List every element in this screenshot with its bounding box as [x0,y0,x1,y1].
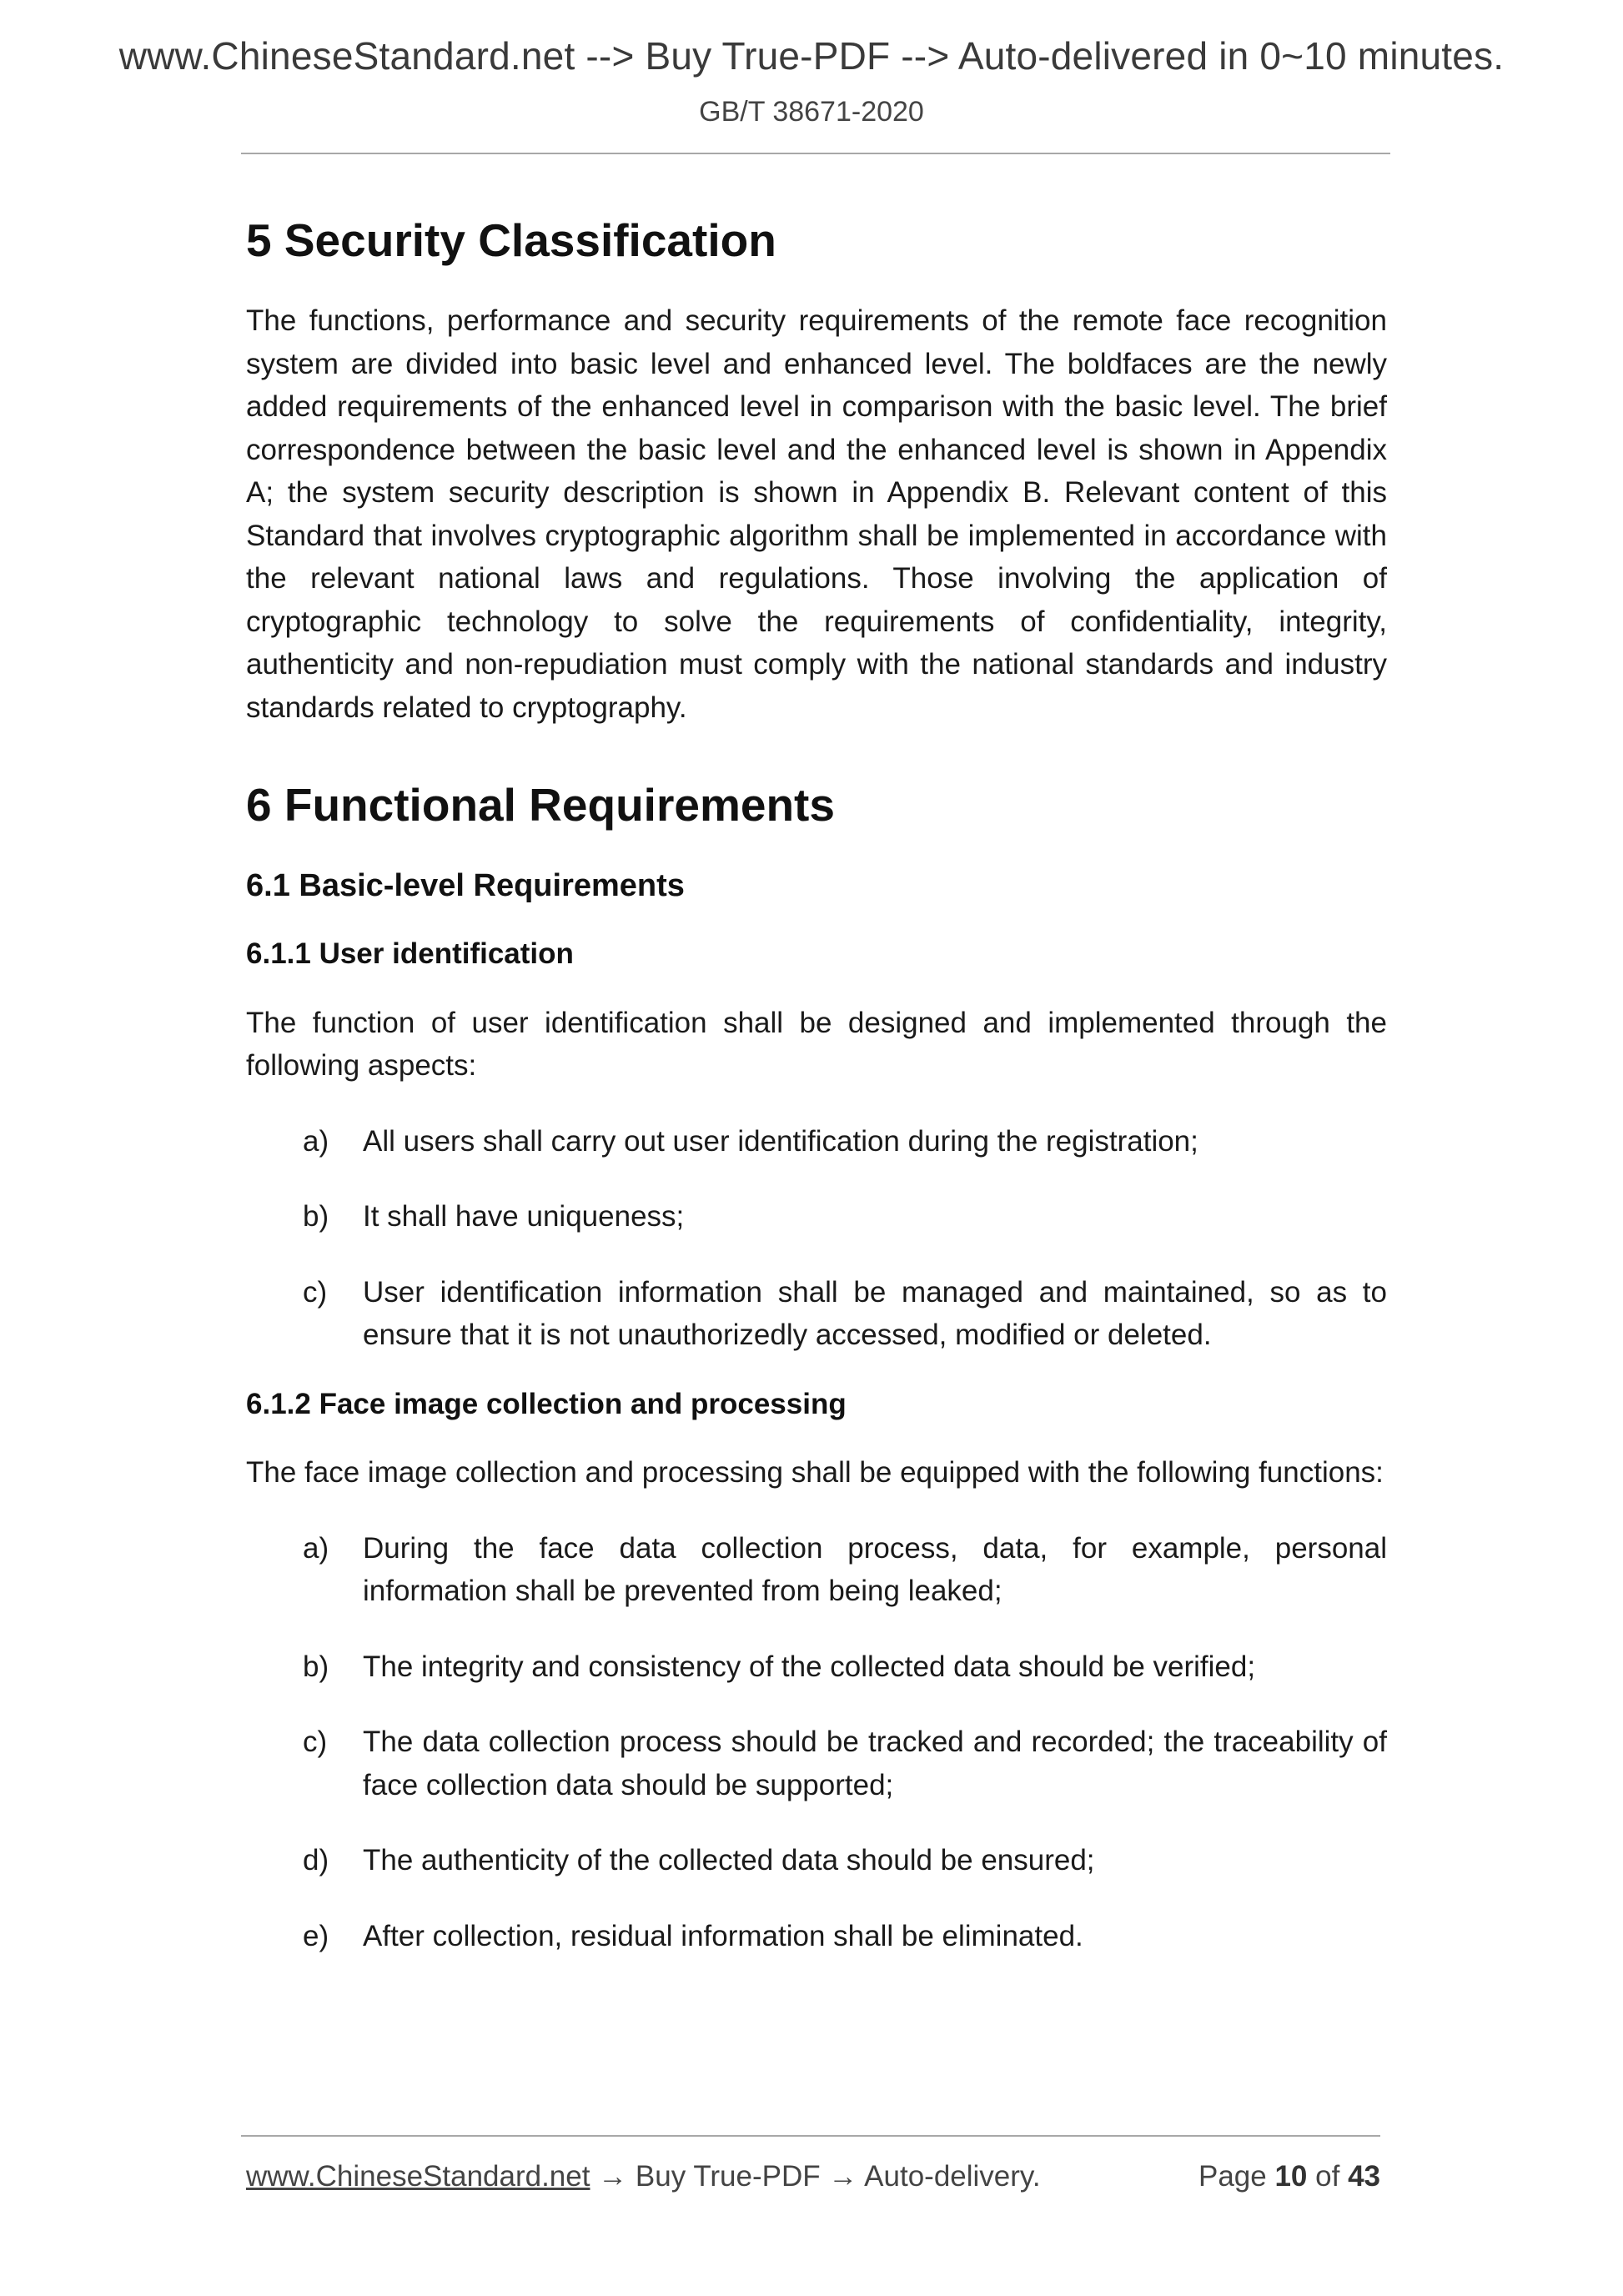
list-item-text: The authenticity of the collected data should be ensured; [363,1844,1095,1877]
page-footer [246,2160,1380,2193]
list-item [246,1195,1387,1238]
list-item [246,1915,1387,1958]
user-identification-list [246,1120,1387,1357]
list-item-text: The integrity and consistency of the collected data should be verified; [363,1650,1256,1683]
list-item [246,1527,1387,1613]
list-item-text: During the face data collection process, data, for example, personal information shall be prevented from being leaked; [363,1531,1387,1608]
list-item-text: User identification information shall be managed and maintained, so as to ensure that it is not unauthorizedly accessed, modified or deleted. [363,1275,1387,1352]
document-code: GB/T 38671-2020 [699,96,924,128]
page-word: Page [1198,2160,1267,2193]
section-5-heading: 5 Security Classification [246,214,776,266]
site-banner: www.ChineseStandard.net --> Buy True-PDF --> Auto-delivered in 0~10 minutes. [118,34,1505,78]
footer-text: → Buy True-PDF → Auto-delivery. [590,2160,1041,2193]
footer-source [246,2160,1041,2193]
list-item-text: It shall have uniqueness; [363,1200,685,1233]
list-marker: b) [303,1200,329,1233]
list-item [246,1645,1387,1689]
list-marker: c) [303,1726,328,1759]
header-divider [241,153,1390,154]
of-word: of [1315,2160,1340,2193]
section-6-1-1-heading: 6.1.1 User identification [246,937,574,971]
list-item [246,1271,1387,1357]
list-item-text: All users shall carry out user identification during the registration; [363,1124,1198,1158]
list-marker: e) [303,1919,329,1952]
list-marker: c) [303,1275,328,1309]
footer-divider [241,2135,1380,2137]
list-marker: a) [303,1124,329,1158]
list-item [246,1721,1387,1806]
section-6-1-heading: 6.1 Basic-level Requirements [246,868,685,903]
list-item-text: After collection, residual information shall be eliminated. [363,1919,1083,1952]
list-item [246,1120,1387,1163]
list-marker: d) [303,1844,329,1877]
face-collection-list [246,1527,1387,1958]
list-marker: b) [303,1650,329,1683]
section-6-heading: 6 Functional Requirements [246,779,835,831]
list-item [246,1839,1387,1882]
list-marker: a) [303,1531,329,1565]
page-number: 10 [1274,2160,1308,2193]
page-content [246,213,1387,1957]
list-item-text: The data collection process should be tracked and recorded; the traceability of face collection data should be supported; [363,1726,1387,1801]
section-5-paragraph: The functions, performance and security requirements of the remote face recognition system are divided into basic level and enhanced level. The boldfaces are the newly added requirements of the enhanced level in comparison with the basic level. The brief correspondence between the basic level and the enhanced level is shown in Appendix A; the system security description is shown in Appendix B. Relevant content of this Standard that involves cryptographic algorithm shall be implemented in accordance with the relevant national laws and regulations. Those involving the application of cryptographic technology to solve the requirements of confidentiality, integrity, authenticity and non-repudiation must comply with the national standards and industry standards related to cryptography. [246,304,1387,724]
section-6-1-2-heading: 6.1.2 Face image collection and processing [246,1387,847,1420]
section-6-1-2-intro: The face image collection and processing shall be equipped with the following functions: [246,1456,1384,1490]
footer-link[interactable]: www.ChineseStandard.net [246,2160,590,2193]
section-6-1-1-intro: The function of user identification shall be designed and implemented through the following aspects: [246,1006,1387,1083]
page-indicator [1198,2160,1380,2193]
page-total: 43 [1348,2160,1380,2193]
